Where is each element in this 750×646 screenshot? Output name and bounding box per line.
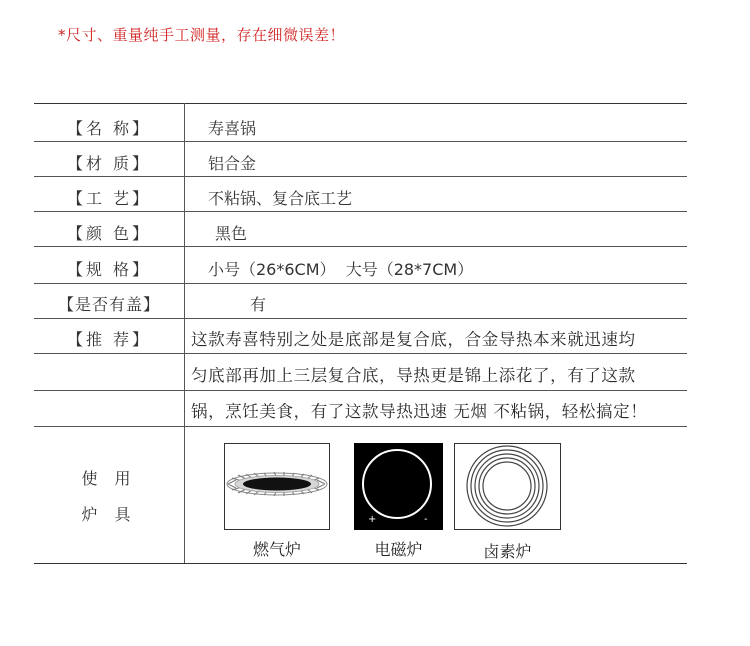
row-label: 【规 格】 <box>66 260 152 279</box>
row-label: 【工 艺】 <box>66 189 152 208</box>
stove-caption: 卤素炉 <box>483 542 532 561</box>
row-divider <box>34 390 687 391</box>
plus-sign: + <box>368 514 377 525</box>
row-value: 小号（26*6CM） 大号（28*7CM） <box>208 260 474 279</box>
row-value: 寿喜锅 <box>208 119 257 138</box>
stove-caption: 电磁炉 <box>374 540 423 559</box>
row-label: 【颜 色】 <box>66 224 152 243</box>
minus-sign: - <box>424 514 428 525</box>
measurement-note: *尺寸、重量纯手工测量，存在细微误差！ <box>58 26 346 44</box>
row-label: 【是否有盖】 <box>57 295 160 314</box>
table-bottom-border <box>34 563 687 564</box>
row-value: 黑色 <box>215 224 248 243</box>
row-divider <box>34 426 687 427</box>
row-value: 不粘锅、复合底工艺 <box>208 189 353 208</box>
induction-cooker-icon <box>354 443 443 530</box>
row-divider <box>34 318 687 319</box>
row-divider <box>34 246 687 247</box>
recommend-line: 这款寿喜特别之处是底部是复合底，合金导热本来就迅速均 <box>191 330 636 349</box>
halogen-stove-icon <box>454 443 561 530</box>
gas-stove-icon <box>224 443 330 530</box>
use-label-line1: 使 用 <box>81 469 137 488</box>
row-value: 铝合金 <box>208 154 257 173</box>
row-divider <box>34 283 687 284</box>
recommend-line: 锅，烹饪美食，有了这款导热迅速 无烟 不粘锅，轻松搞定！ <box>191 402 648 421</box>
row-label: 【材 质】 <box>66 154 152 173</box>
row-divider <box>34 141 687 142</box>
stove-caption: 燃气炉 <box>252 540 301 559</box>
table-top-border <box>34 103 687 104</box>
row-label: 【推 荐】 <box>66 330 152 349</box>
row-divider <box>34 176 687 177</box>
use-label-line2: 炉 具 <box>81 505 137 524</box>
column-divider <box>184 103 185 563</box>
recommend-line: 匀底部再加上三层复合底，导热更是锦上添花了，有了这款 <box>191 366 636 385</box>
row-label: 【名 称】 <box>66 119 152 138</box>
row-divider <box>34 211 687 212</box>
row-value: 有 <box>250 295 267 314</box>
row-divider <box>34 353 687 354</box>
